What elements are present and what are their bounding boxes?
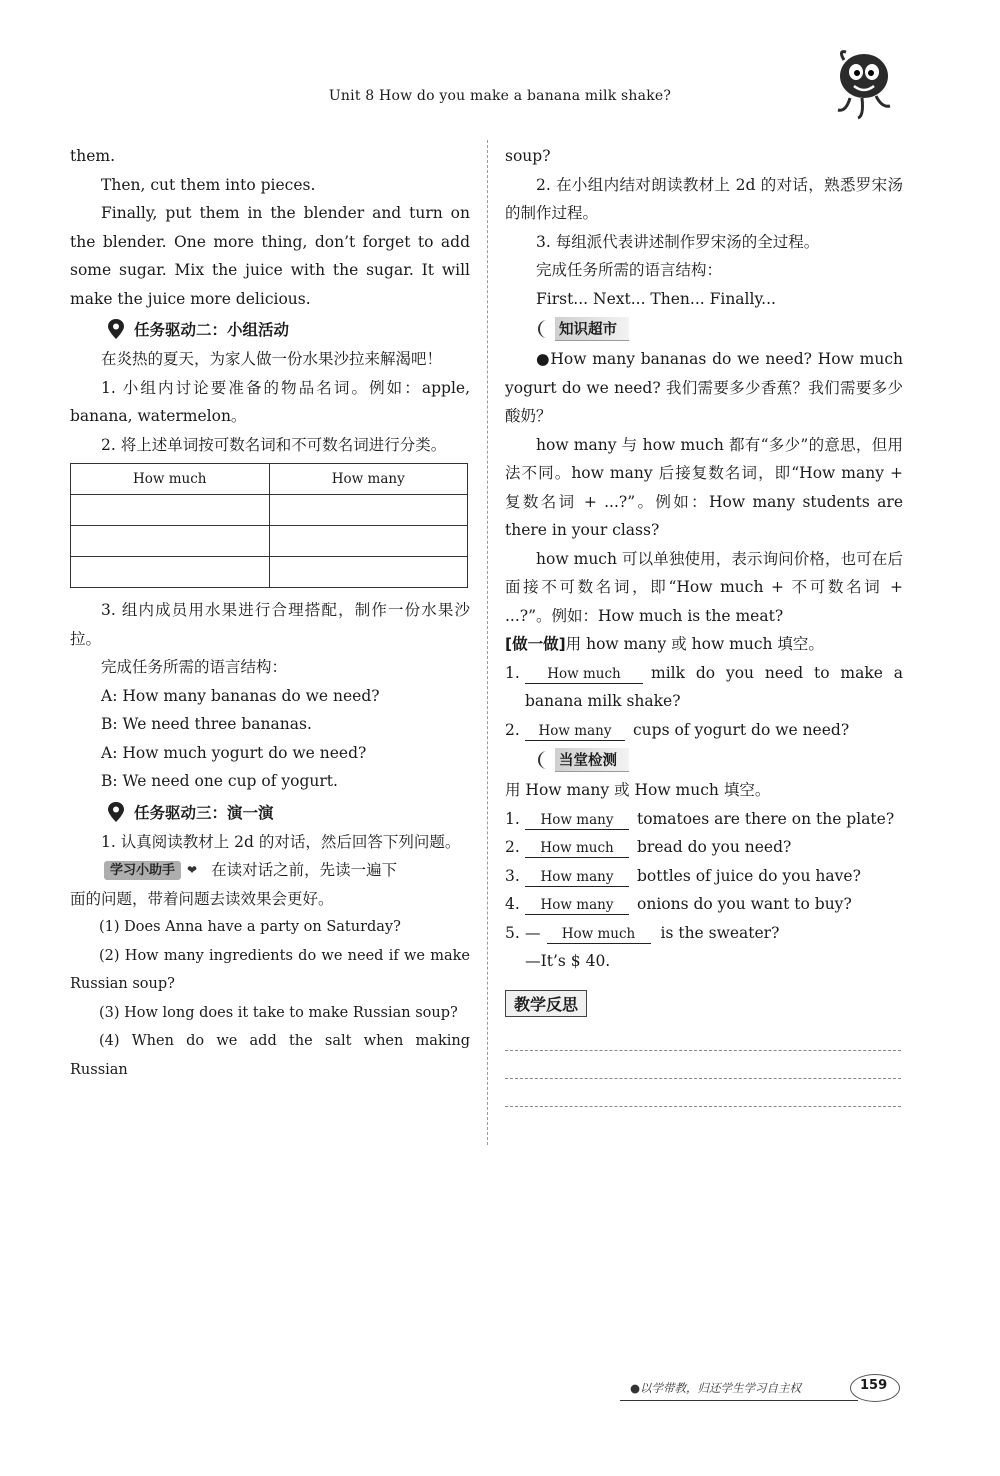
answer-blank[interactable]: How much [525, 839, 629, 858]
table-header-how-much: How much [71, 464, 270, 495]
table-cell[interactable] [71, 526, 270, 557]
item-text: is the sweater? [660, 923, 780, 942]
paragraph: how many 与 how much 都有“多少”的意思，但用法不同。how many 后接复数名词，即“How many + 复数名词 + ...?”。例如：How many students are there in your class? [505, 435, 903, 539]
text-line: soup? [505, 147, 551, 165]
item-number: 1. [505, 809, 520, 828]
text-line: 完成任务所需的语言结构： [536, 261, 723, 279]
check-item [505, 890, 903, 919]
writing-line[interactable] [505, 1079, 901, 1107]
table-row [71, 526, 468, 557]
writing-line[interactable] [505, 1051, 901, 1079]
classification-table [70, 463, 468, 588]
answer-blank[interactable]: How many [525, 722, 625, 741]
paragraph: Finally, put them in the blender and turn on the blender. One more thing, don’t forget to add some sugar. Mix the juice with the sugar. It will make the juice more delicious. [70, 204, 470, 308]
item-number: 4. [505, 895, 520, 913]
exercise-item [505, 716, 903, 745]
footer-slogan: ●以学带教，归还学生学习自主权 [630, 1381, 802, 1395]
section-heading-task2 [70, 314, 470, 344]
teaching-reflection-label: 教学反思 [505, 990, 587, 1017]
text-line: Then, cut them into pieces. [101, 175, 316, 194]
reply-line: —It’s $ 40. [525, 952, 611, 970]
helper-text: 在读对话之前，先读一遍下 [211, 861, 398, 879]
page-header: Unit 8 How do you make a banana milk shake? [328, 88, 672, 104]
study-helper [70, 856, 470, 885]
crescent-icon [537, 319, 551, 339]
heart-icon: ❤ [187, 863, 198, 877]
table-header-row [71, 464, 468, 495]
item-text: milk do you need to make a banana milk shake? [525, 663, 903, 710]
helper-text: 面的问题，带着问题去读效果会更好。 [70, 889, 334, 908]
page-footer [620, 1374, 910, 1404]
table-cell[interactable] [269, 495, 468, 526]
paragraph: 1. 小组内讨论要准备的物品名词。例如：apple, banana, watermelon。 [70, 378, 470, 425]
check-instruction: 用 How many 或 How much 填空。 [505, 781, 771, 799]
paragraph: 2. 在小组内结对朗读教材上 2d 的对话，熟悉罗宋汤的制作过程。 [505, 175, 903, 222]
item-text: bottles of juice do you have? [637, 866, 861, 885]
exercise-instruction [505, 630, 903, 659]
dialog-line: B: We need one cup of yogurt. [101, 772, 338, 790]
item-number: 5. [505, 923, 520, 942]
text-line: 完成任务所需的语言结构： [101, 658, 288, 676]
do-label: [做一做] [505, 635, 566, 653]
dialog-line: A: How much yogurt do we need? [101, 743, 367, 762]
answer-blank[interactable]: How many [525, 811, 629, 830]
knowledge-tag [537, 314, 903, 344]
text-line: First... Next... Then... Finally... [536, 289, 776, 308]
reflection-lines [505, 1023, 903, 1107]
table-row [71, 557, 468, 588]
table-cell[interactable] [269, 557, 468, 588]
question: (3) How long does it take to make Russian soup? [99, 1004, 458, 1021]
footer-rule [620, 1400, 858, 1401]
paragraph: 3. 每组派代表讲述制作罗宋汤的全过程。 [536, 232, 820, 251]
mascot-icon [828, 46, 898, 122]
check-item [505, 919, 903, 948]
dialog-line: B: We need three bananas. [101, 715, 312, 733]
location-pin-icon [108, 802, 124, 822]
text-line: them. [70, 147, 116, 165]
answer-blank[interactable]: How many [525, 896, 629, 915]
item-text: cups of yogurt do we need? [633, 720, 850, 739]
check-tag [537, 745, 903, 775]
answer-blank[interactable]: How much [525, 665, 643, 684]
section-title: 任务驱动二：小组活动 [134, 321, 290, 339]
question: (1) Does Anna have a party on Saturday? [99, 919, 401, 935]
item-text: bread do you need? [637, 838, 792, 856]
instruction-text: 用 how many 或 how much 填空。 [565, 635, 824, 653]
helper-badge: 学习小助手 [104, 861, 181, 880]
table-header-how-many: How many [269, 464, 468, 495]
table-row [71, 495, 468, 526]
table-cell[interactable] [269, 526, 468, 557]
paragraph: how much 可以单独使用，表示询问价格，也可在后面接不可数名词，即“How much + 不可数名词 + ...?”。例如：How much is the meat? [505, 549, 903, 625]
right-column [505, 142, 903, 1107]
crescent-icon [537, 750, 551, 770]
check-item [505, 805, 903, 834]
question: (4) When do we add the salt when making Russian [70, 1033, 470, 1078]
item-number: 3. [505, 866, 520, 885]
paragraph: ●How many bananas do we need? How much yogurt do we need? 我们需要多少香蕉？我们需要多少酸奶？ [505, 350, 903, 425]
check-item [505, 862, 903, 891]
answer-blank[interactable]: How many [525, 868, 629, 887]
item-text: tomatoes are there on the plate? [637, 809, 895, 828]
exercise-item [505, 659, 903, 716]
paragraph: 2. 将上述单词按可数名词和不可数名词进行分类。 [101, 435, 447, 454]
tag-label: 当堂检测 [555, 748, 629, 772]
dialog-line: A: How many bananas do we need? [101, 686, 380, 705]
paragraph: 3. 组内成员用水果进行合理搭配，制作一份水果沙拉。 [70, 601, 470, 648]
location-pin-icon [108, 319, 124, 339]
table-cell[interactable] [71, 495, 270, 526]
question: (2) How many ingredients do we need if we make Russian soup? [70, 947, 470, 992]
paragraph: 在炎热的夏天，为家人做一份水果沙拉来解渴吧！ [101, 350, 443, 368]
item-number: 2. [505, 838, 520, 856]
dash-prefix: — [525, 923, 541, 942]
item-number: 1. [505, 663, 520, 682]
writing-line[interactable] [505, 1023, 901, 1051]
item-text: onions do you want to buy? [637, 895, 852, 913]
page-number: 159 [860, 1378, 888, 1393]
section-title: 任务驱动三：演一演 [134, 803, 274, 822]
check-item [505, 833, 903, 862]
section-heading-task3 [70, 797, 470, 827]
left-column [70, 142, 470, 1084]
table-cell[interactable] [71, 557, 270, 588]
answer-blank[interactable]: How much [547, 925, 651, 944]
column-divider [487, 140, 488, 1145]
paragraph: 1. 认真阅读教材上 2d 的对话，然后回答下列问题。 [101, 832, 461, 851]
tag-label: 知识超市 [555, 317, 629, 341]
item-number: 2. [505, 720, 520, 739]
